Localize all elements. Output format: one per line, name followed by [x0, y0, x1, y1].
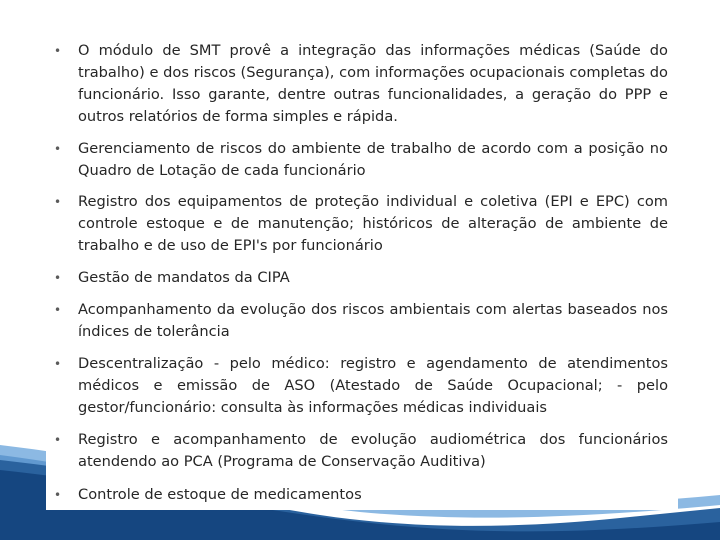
list-item-text: Acompanhamento da evolução dos riscos ambientais com alertas baseados nos índices de tolerância — [78, 301, 668, 340]
bullet-marker: • — [54, 303, 62, 317]
list-item-text: Gestão de mandatos da CIPA — [78, 269, 290, 286]
list-item — [54, 191, 668, 257]
bullet-marker: • — [54, 271, 62, 285]
list-item-text: Gerenciamento de riscos do ambiente de trabalho de acordo com a posição no Quadro de Lotação de cada funcionário — [78, 140, 668, 179]
bullet-marker: • — [54, 195, 62, 209]
bullet-marker: • — [54, 433, 62, 447]
list-item-text: O módulo de SMT provê a integração das informações médicas (Saúde do trabalho) e dos riscos (Segurança), com informações ocupacionais completas do funcionário. Isso garante, dentre outras funcionalidades, a geração do PPP e outros relatórios de forma simples e rápida. — [78, 42, 668, 125]
list-item — [54, 484, 668, 506]
bullet-marker: • — [54, 357, 62, 371]
list-item-text: Controle de estoque de medicamentos — [78, 486, 362, 503]
bullet-marker: • — [54, 488, 62, 502]
list-item-text: Descentralização - pelo médico: registro e agendamento de atendimentos médicos e emissão de ASO (Atestado de Saúde Ocupacional; - pelo gestor/funcionário: consulta às informações médicas individuais — [78, 355, 668, 416]
list-item — [54, 353, 668, 419]
list-item-text: Registro e acompanhamento de evolução audiométrica dos funcionários atendendo ao PCA (Programa de Conservação Auditiva) — [78, 431, 668, 470]
list-item-text: Registro dos equipamentos de proteção individual e coletiva (EPI e EPC) com controle estoque e de manutenção; históricos de alteração de ambiente de trabalho e de uso de EPI's por funcionário — [78, 193, 668, 254]
list-item — [54, 267, 668, 289]
list-item — [54, 138, 668, 182]
bullet-marker: • — [54, 142, 62, 156]
content-panel — [46, 30, 678, 510]
list-item — [54, 40, 668, 128]
list-item — [54, 299, 668, 343]
list-item — [54, 429, 668, 473]
bullet-marker: • — [54, 44, 62, 58]
